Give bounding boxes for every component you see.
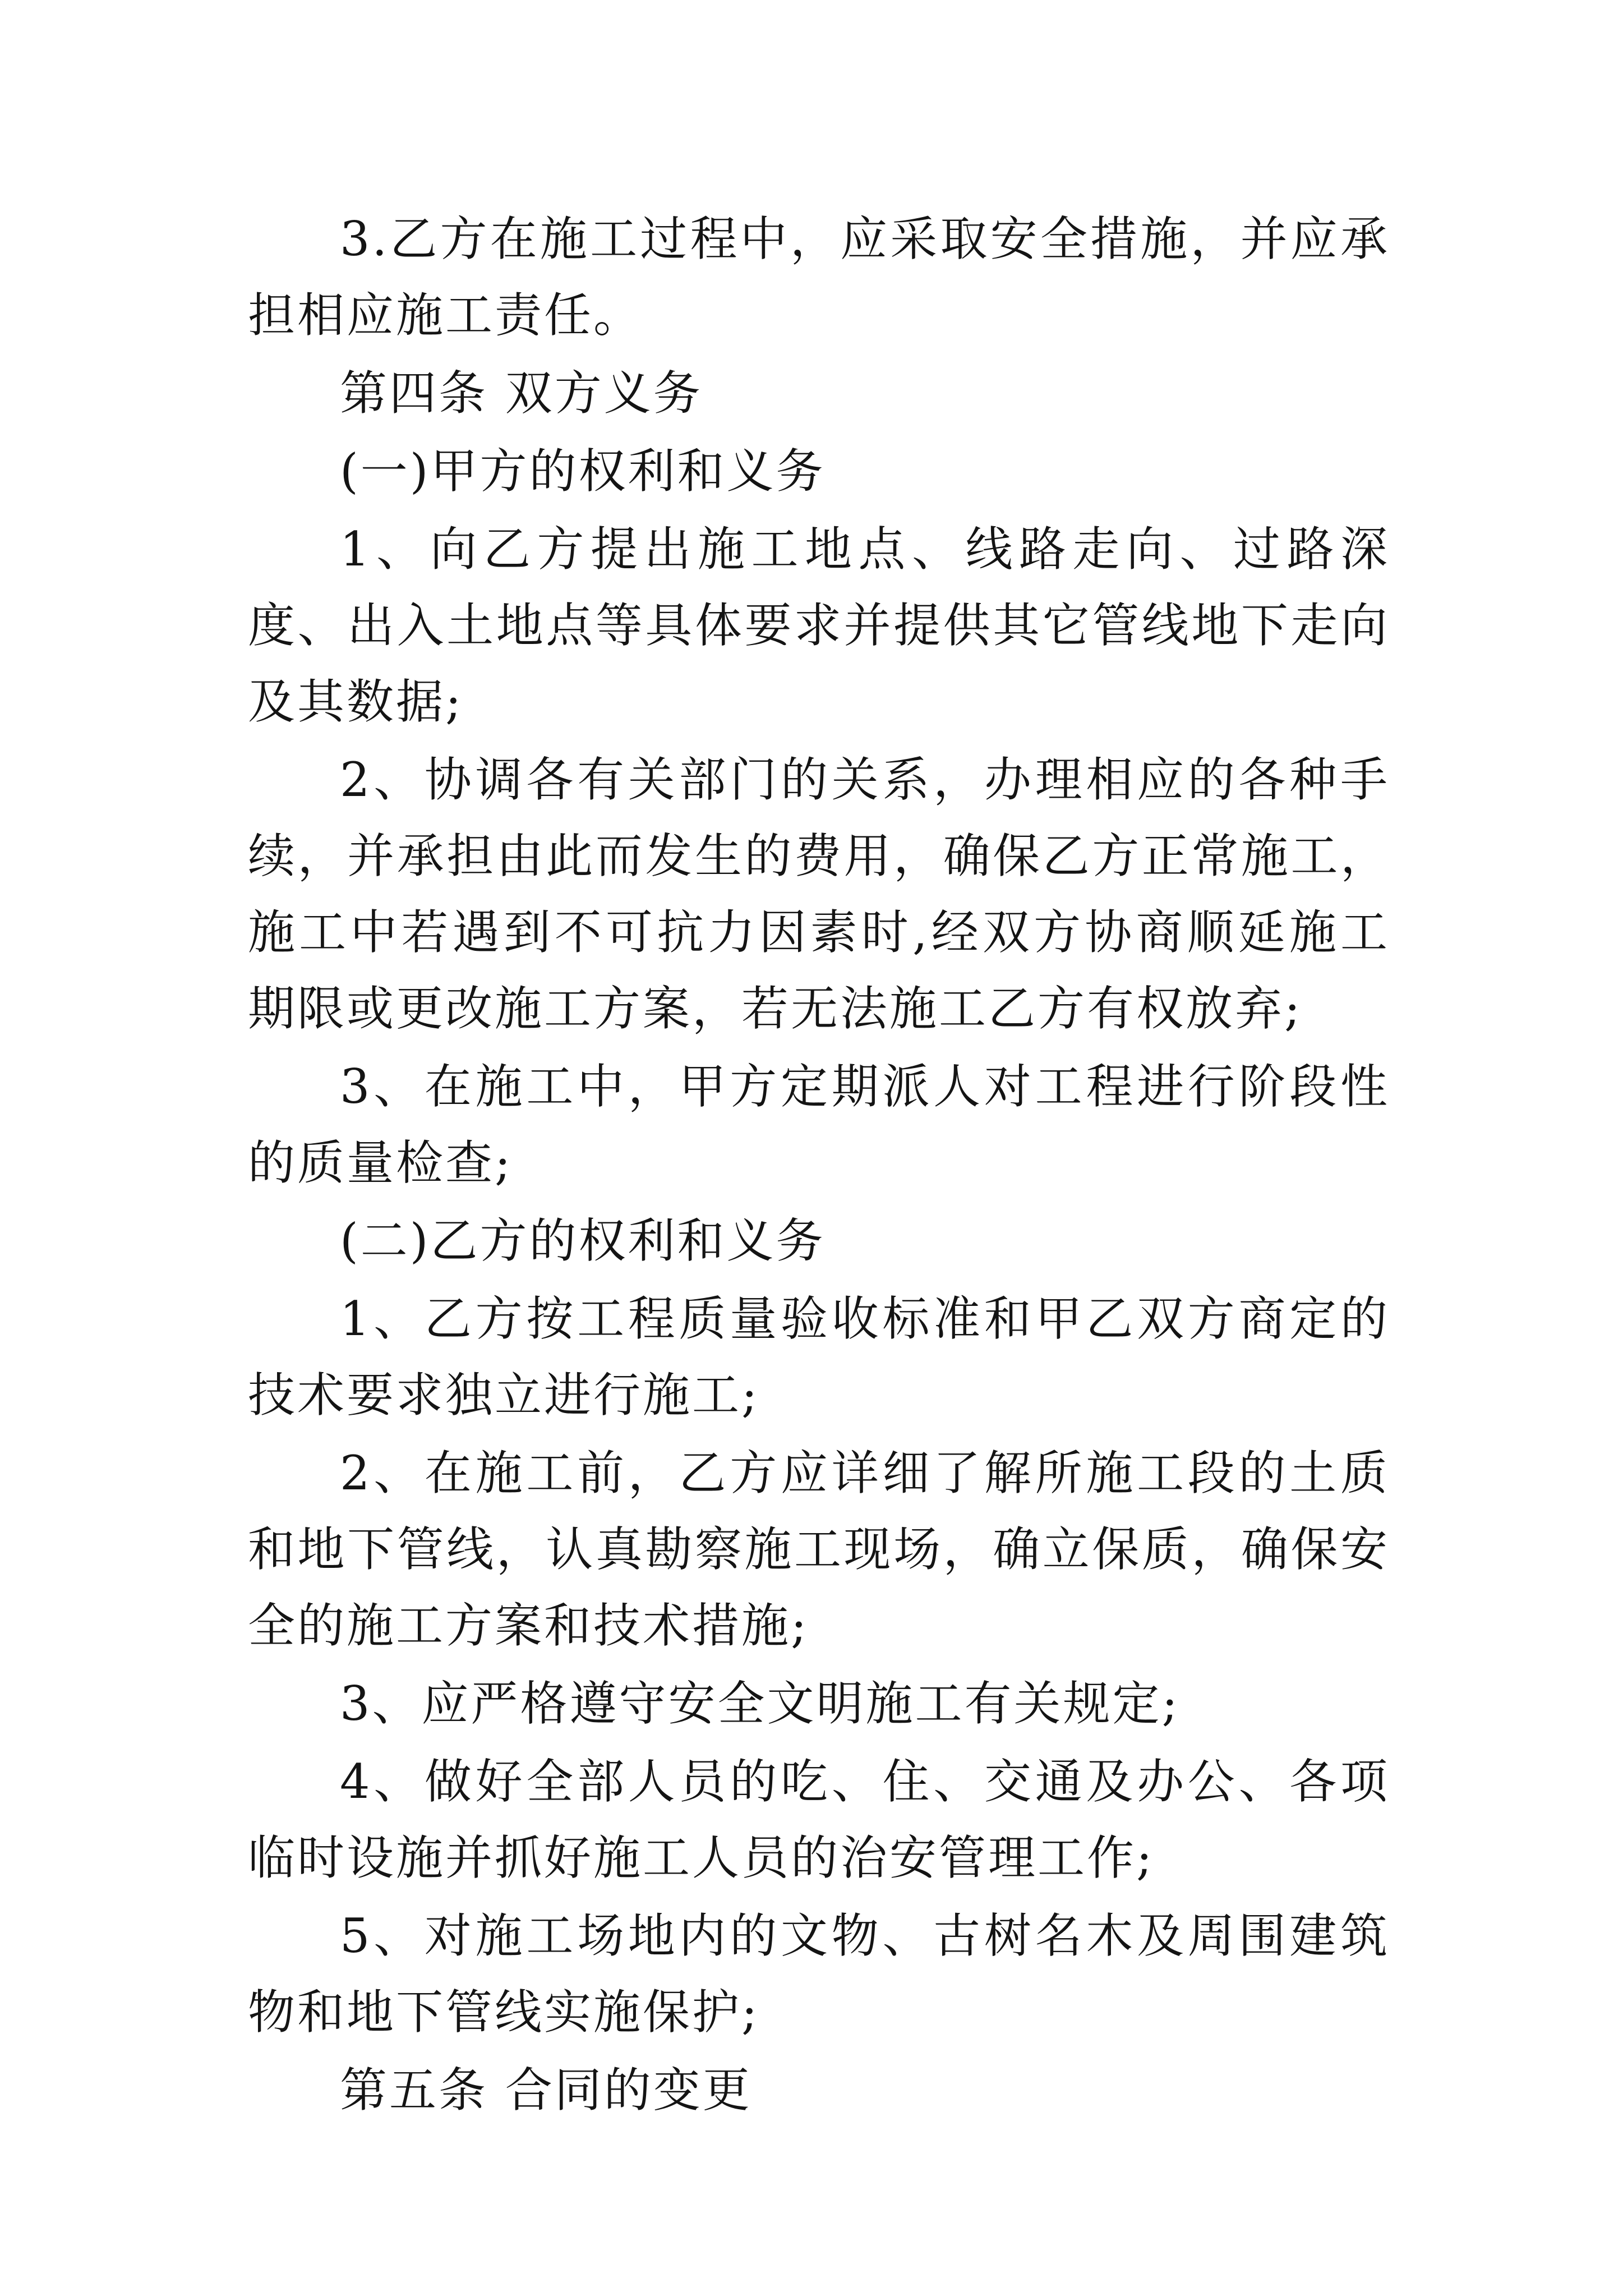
paragraph-party-b-item-3: 3、应严格遵守安全文明施工有关规定; — [340, 1676, 1180, 1731]
paragraph-party-b-item-5: 5、对施工场地内的文物、古树名木及周围建筑物和地下管线实施保护; — [248, 1908, 1390, 2040]
paragraph-party-a-item-3: 3、在施工中，甲方定期派人对工程进行阶段性的质量检查; — [248, 1059, 1390, 1190]
heading-article-4: 第四条 双方义务 — [340, 366, 703, 421]
document-body — [248, 201, 1390, 2130]
paragraph-party-b-item-4: 4、做好全部人员的吃、住、交通及办公、各项临时设施并抓好施工人员的治安管理工作; — [248, 1754, 1390, 1885]
paragraph-party-b-item-2: 2、在施工前，乙方应详细了解所施工段的土质和地下管线，认真勘察施工现场，确立保质，确保安全的施工方案和技术措施; — [248, 1446, 1390, 1653]
paragraph-party-a-item-1: 1、向乙方提出施工地点、线路走向、过路深度、出入土地点等具体要求并提供其它管线地下走向及其数据; — [248, 522, 1390, 729]
heading-article-5: 第五条 合同的变更 — [340, 2063, 752, 2118]
paragraph-safety-responsibility: 3.乙方在施工过程中，应采取安全措施，并应承担相应施工责任。 — [248, 211, 1390, 343]
heading-party-b-rights: (二)乙方的权利和义务 — [340, 1213, 826, 1268]
heading-party-a-rights: (一)甲方的权利和义务 — [340, 444, 826, 499]
paragraph-party-a-item-2: 2、协调各有关部门的关系，办理相应的各种手续，并承担由此而发生的费用，确保乙方正常施工，施工中若遇到不可抗力因素时,经双方协商顺延施工期限或更改施工方案，若无法施工乙方有权放弃; — [248, 752, 1390, 1036]
paragraph-party-b-item-1: 1、乙方按工程质量验收标准和甲乙双方商定的技术要求独立进行施工; — [248, 1291, 1390, 1423]
